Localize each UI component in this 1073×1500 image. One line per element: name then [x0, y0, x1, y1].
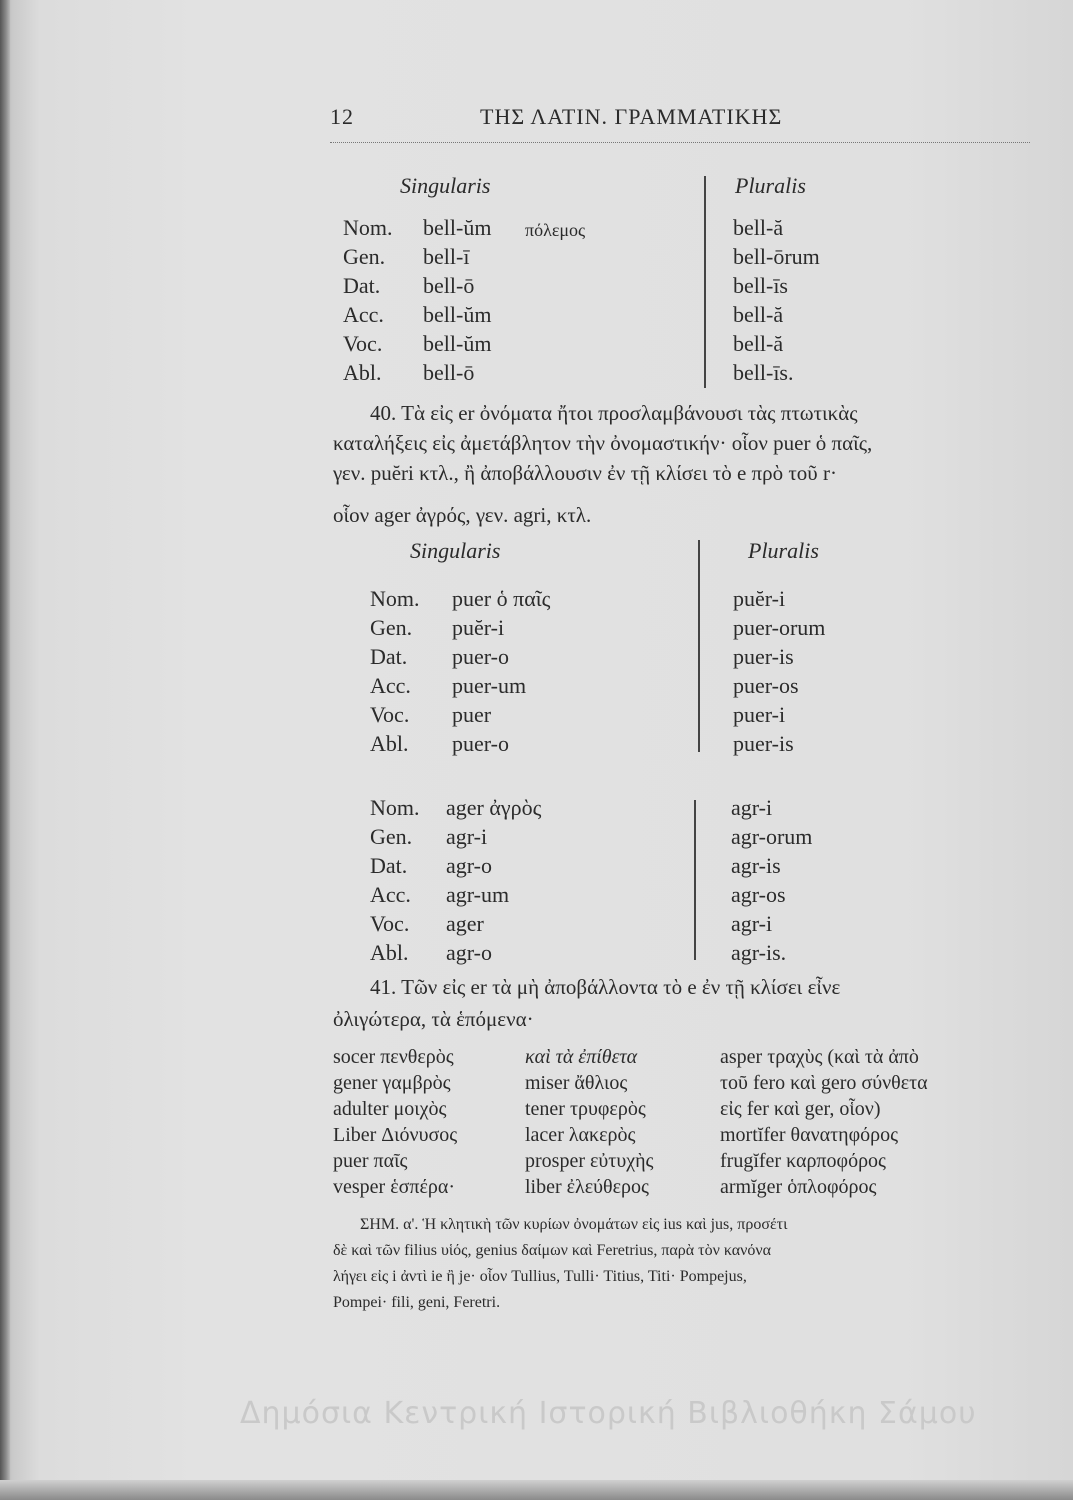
word-entry: Liber Διόνυσος [333, 1124, 458, 1146]
book-spine-shadow [0, 0, 10, 1500]
word-entry: tener τρυφερὸς [525, 1098, 646, 1120]
case-label: Abl. [343, 360, 382, 385]
case-label: Voc. [370, 911, 410, 936]
plural-form: puer-is [733, 644, 794, 669]
case-label: Abl. [370, 731, 409, 756]
singular-form: puer-um [452, 673, 527, 698]
case-label: Nom. [370, 795, 420, 820]
case-label: Abl. [370, 940, 409, 965]
word-entry: εἰς fer καὶ ger, οἷον) [720, 1098, 881, 1120]
word-entry: gener γαμβρὸς [333, 1072, 451, 1094]
word-entry: asper τραχὺς (καὶ τὰ ἀπὸ [720, 1046, 919, 1068]
paragraph-line: 40. Τὰ εἰς er ὀνόματα ἤτοι προσλαμβάνουσι τὰς πτωτικὰς [370, 401, 858, 425]
singular-heading: Singularis [410, 538, 501, 563]
plural-form: bell-ă [733, 215, 784, 240]
singular-form: bell-ŭm [423, 331, 492, 356]
column-divider [694, 800, 696, 960]
word-entry: τοῦ fero καὶ gero σύνθετα [720, 1072, 928, 1094]
paragraph-line: καταλήξεις εἰς ἀμετάβλητον τὴν ὀνομαστικήν· οἷον puer ὁ παῖς, [333, 431, 873, 455]
plural-form: bell-ă [733, 331, 784, 356]
word-entry: καὶ τὰ ἐπίθετα [525, 1046, 638, 1068]
singular-form: agr-o [446, 940, 492, 965]
word-entry: liber ἐλεύθερος [525, 1176, 649, 1198]
plural-form: bell-īs. [733, 360, 794, 385]
plural-heading: Pluralis [748, 538, 819, 563]
singular-form: bell-ŭm [423, 215, 492, 240]
word-entry: prosper εὐτυχὴς [525, 1150, 654, 1172]
running-header [330, 104, 1030, 138]
word-entry: puer παῖς [333, 1150, 408, 1172]
singular-form: ager ἀγρὸς [446, 795, 542, 820]
plural-form: agr-i [731, 795, 773, 820]
word-entry: frugĭfer καρποφόρος [720, 1150, 886, 1172]
word-entry: lacer λακερὸς [525, 1124, 636, 1146]
paragraph-line: οἷον ager ἀγρός, γεν. agri, κτλ. [333, 503, 592, 527]
singular-form: bell-ō [423, 273, 475, 298]
column-divider [698, 540, 700, 752]
singular-form: puer-o [452, 731, 509, 756]
singular-form: bell-ō [423, 360, 475, 385]
case-label: Dat. [370, 644, 408, 669]
plural-form: agr-is. [731, 940, 787, 965]
column-divider [704, 176, 706, 388]
note-line: λήγει εἰς i ἀντὶ ie ἢ je· οἷον Tullius, Tulli· Titius, Titi· Pompejus, [333, 1268, 747, 1285]
singular-form: agr-um [446, 882, 510, 907]
word-entry: mortĭfer θανατηφόρος [720, 1124, 899, 1146]
case-label: Acc. [370, 673, 411, 698]
singular-form: agr-i [446, 824, 488, 849]
case-label: Acc. [343, 302, 384, 327]
page-number: 12 [330, 104, 354, 129]
plural-form: puer-is [733, 731, 794, 756]
case-label: Acc. [370, 882, 411, 907]
library-watermark: Δημόσια Κεντρική Ιστορική Βιβλιοθήκη Σάμου [240, 1396, 977, 1431]
singular-form: puer ὁ παῖς [452, 586, 551, 611]
plural-form: puĕr-i [733, 586, 786, 611]
case-label: Gen. [370, 824, 413, 849]
note-line: Pompei· fili, geni, Feretri. [333, 1294, 501, 1311]
plural-form: bell-ă [733, 302, 784, 327]
paragraph-line: 41. Τῶν εἰς er τὰ μὴ ἀποβάλλοντα τὸ e ἐν τῇ κλίσει εἶνε [370, 975, 841, 999]
header-rule [330, 142, 1030, 144]
running-title: ΤΗΣ ΛΑΤΙΝ. ΓΡΑΜΜΑΤΙΚΗΣ [480, 104, 783, 129]
note-line: δὲ καὶ τῶν filius υἱός, genius δαίμων καὶ Feretrius, παρὰ τὸν κανόνα [333, 1242, 771, 1259]
word-entry: miser ἄθλιος [525, 1072, 628, 1094]
word-entry: vesper ἑσπέρα· [333, 1176, 455, 1198]
singular-form: agr-o [446, 853, 492, 878]
note-line: ΣΗΜ. α'. Ἡ κλητικὴ τῶν κυρίων ὀνομάτων εἰς ius καὶ jus, προσέτι [360, 1216, 788, 1233]
case-label: Gen. [370, 615, 413, 640]
case-label: Dat. [370, 853, 408, 878]
greek-gloss: πόλεμος [525, 220, 586, 240]
plural-form: puer-orum [733, 615, 826, 640]
plural-form: agr-orum [731, 824, 813, 849]
case-label: Nom. [343, 215, 393, 240]
singular-form: bell-ŭm [423, 302, 492, 327]
word-entry: socer πενθερὸς [333, 1046, 454, 1068]
paragraph-line: γεν. puĕri κτλ., ἢ ἀποβάλλουσιν ἐν τῇ κλίσει τὸ e πρὸ τοῦ r· [333, 461, 837, 485]
singular-form: puĕr-i [452, 615, 505, 640]
case-label: Gen. [343, 244, 386, 269]
plural-form: agr-os [731, 882, 786, 907]
singular-form: ager [446, 911, 484, 936]
paragraph-line: ὀλιγώτερα, τὰ ἑπόμενα· [333, 1007, 534, 1031]
plural-form: agr-i [731, 911, 773, 936]
word-entry: adulter μοιχὸς [333, 1098, 447, 1120]
plural-form: puer-os [733, 673, 799, 698]
plural-form: bell-ōrum [733, 244, 820, 269]
plural-form: puer-i [733, 702, 786, 727]
case-label: Voc. [370, 702, 410, 727]
case-label: Nom. [370, 586, 420, 611]
page-bottom-shadow [0, 1480, 1073, 1500]
plural-form: bell-īs [733, 273, 788, 298]
singular-heading: Singularis [400, 173, 491, 198]
case-label: Voc. [343, 331, 383, 356]
plural-heading: Pluralis [735, 173, 806, 198]
singular-form: puer [452, 702, 492, 727]
singular-form: bell-ī [423, 244, 470, 269]
singular-form: puer-o [452, 644, 509, 669]
case-label: Dat. [343, 273, 381, 298]
word-entry: armĭger ὁπλοφόρος [720, 1176, 877, 1198]
plural-form: agr-is [731, 853, 781, 878]
